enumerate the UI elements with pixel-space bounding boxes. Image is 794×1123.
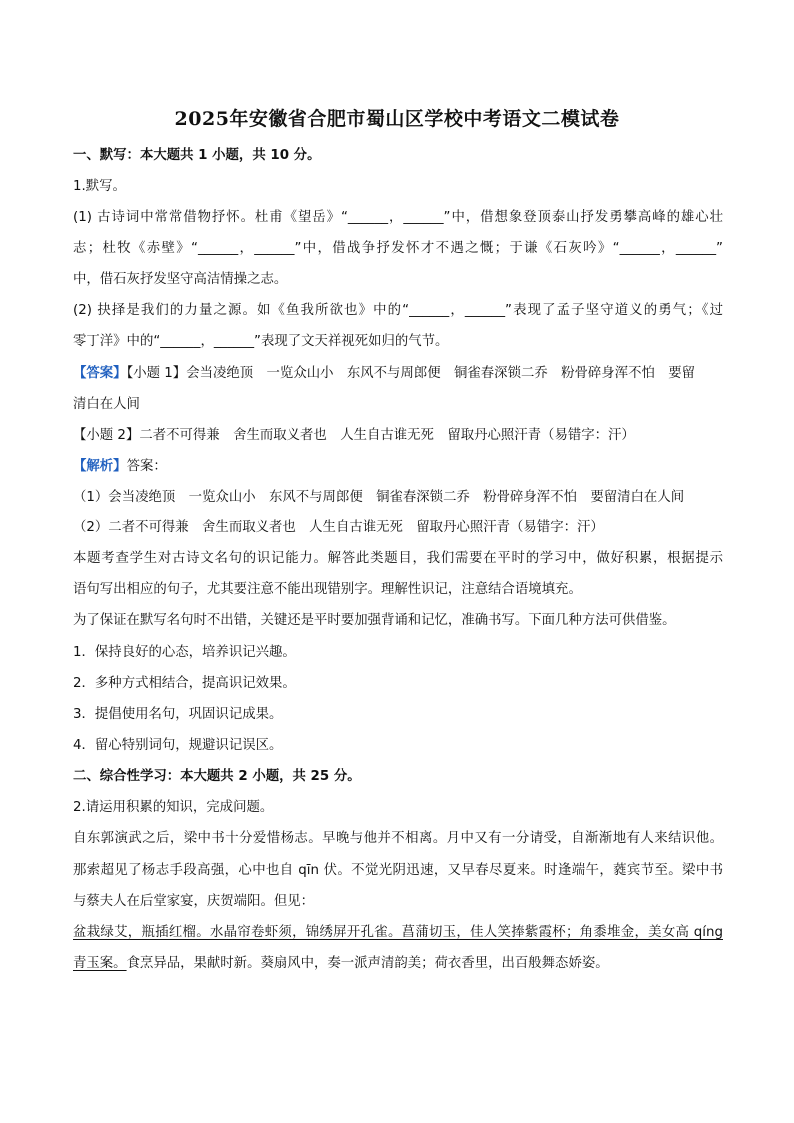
tip-item: 1．保持良好的心态，培养识记兴趣。 <box>73 645 296 660</box>
question1-part1-line1: (1) 古诗词中常常借物抒怀。杜甫《望岳》“______，______”中，借想象登顶泰山抒发勇攀高峰的雄心壮 <box>73 210 723 225</box>
section1-heading: 一、默写：本大题共 1 小题，共 10 分。 <box>73 148 321 163</box>
question1-part1-line2: 志；杜牧《赤壁》“______，______”中，借战争抒发怀才不遇之慨；于谦《石灰吟》“______，______” <box>73 241 723 256</box>
section2-heading: 二、综合性学习：本大题共 2 小题，共 25 分。 <box>73 769 361 784</box>
answer-line2: 清白在人间 <box>73 397 140 412</box>
passage-line1: 自东郭演武之后，梁中书十分爱惜杨志。早晚与他并不相离。月中又有一分请受，自渐渐地有人来结识他。 <box>73 831 723 846</box>
answer-line3: 【小题 2】二者不可得兼 舍生而取义者也 人生自古谁无死 留取丹心照汗青（易错字：汗） <box>73 428 635 443</box>
answer-line1 <box>73 364 695 384</box>
analysis-line-head <box>73 457 167 477</box>
passage-underlined-text: 青玉案。 <box>73 956 127 971</box>
passage-text: 食烹异品，果献时新。葵扇风中，奏一派声清韵美；荷衣香里，出百般舞态娇姿。 <box>126 956 609 971</box>
question1-part2-line2: 零丁洋》中的“______，______”表现了文天祥视死如归的气节。 <box>73 334 449 349</box>
tip-item: 4．留心特别词句，规避识记误区。 <box>73 738 283 753</box>
passage-line4-underlined: 盆栽绿艾，瓶插红榴。水晶帘卷虾须，锦绣屏开孔雀。菖蒲切玉，佳人笑捧紫霞杯；角黍堆金，美女高 qíng <box>73 925 723 940</box>
passage-line2: 那索超见了杨志手段高强，心中也自 qīn 伏。不觉光阴迅速，又早春尽夏来。时逢端午，蕤宾节至。梁中书 <box>73 863 723 878</box>
analysis-tag: 【解析】 <box>73 459 127 474</box>
question1-label: 1.默写。 <box>73 179 126 194</box>
analysis-line2: （2）二者不可得兼 舍生而取义者也 人生自古谁无死 留取丹心照汗青（易错字：汗） <box>73 520 604 535</box>
question1-part2-line1: (2) 抉择是我们的力量之源。如《鱼我所欲也》中的“______，______”表现了孟子坚守道义的勇气；《过 <box>73 303 723 318</box>
answer-text1: 【小题 1】会当凌绝顶 一览众山小 东风不与周郎便 铜雀春深锁二乔 粉骨碎身浑不怕 要留 <box>126 366 696 381</box>
answer-tag: 【答案】 <box>73 366 127 381</box>
analysis-line1: （1）会当凌绝顶 一览众山小 东风不与周郎便 铜雀春深锁二乔 粉骨碎身浑不怕 要留清白在人间 <box>73 490 685 505</box>
analysis-line3: 本题考查学生对古诗文名句的识记能力。解答此类题目，我们需要在平时的学习中，做好积累，根据提示 <box>73 551 723 566</box>
analysis-line4: 语句写出相应的句子，尤其要注意不能出现错别字。理解性识记，注意结合语境填充。 <box>73 582 582 597</box>
analysis-line5: 为了保证在默写名句时不出错，关键还是平时要加强背诵和记忆，准确书写。下面几种方法可供借鉴。 <box>73 613 676 628</box>
question1-part1-line3: 中，借石灰抒发坚守高洁情操之志。 <box>73 272 288 287</box>
question2-label: 2.请运用积累的知识，完成问题。 <box>73 800 274 815</box>
passage-line5 <box>73 954 609 974</box>
tip-item: 3．提倡使用名句，巩固识记成果。 <box>73 707 283 722</box>
analysis-head: 答案： <box>126 459 167 474</box>
passage-line3: 与蔡夫人在后堂家宴，庆贺端阳。但见： <box>73 894 315 909</box>
page-title: 2025年安徽省合肥市蜀山区学校中考语文二模试卷 <box>174 108 620 130</box>
tip-item: 2．多种方式相结合，提高识记效果。 <box>73 676 296 691</box>
